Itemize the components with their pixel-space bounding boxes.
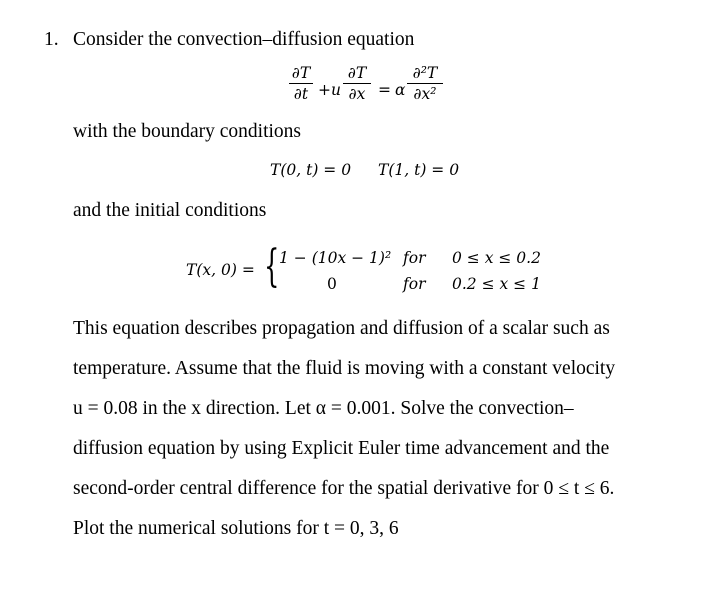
bc-right: T(1, t) = 0 [378, 161, 460, 179]
pde-coef-u: u [331, 81, 341, 99]
paragraph-line-6: Plot the numerical solutions for t = 0, 3, 6 [73, 518, 399, 539]
pde-term-dt-den: ∂t [293, 85, 309, 103]
bc-label: with the boundary conditions [73, 121, 302, 142]
ic-case2-range: 0.2 ≤ x ≤ 1 [452, 275, 541, 293]
ic-lhs: T(x, 0) = [186, 261, 255, 279]
pde-term-dx2-num: ∂²T [412, 64, 438, 82]
paragraph-line-4: diffusion equation by using Explicit Euler time advancement and the [73, 438, 610, 459]
pde-term-dt [289, 64, 313, 103]
ic-case2-expr: 0 [327, 275, 337, 293]
ic-label: and the initial conditions [73, 200, 267, 221]
bc-left: T(0, t) = 0 [270, 161, 352, 179]
ic-case1-expr: 1 − (10x − 1)² [279, 249, 392, 267]
pde-term-dx-num: ∂T [347, 64, 367, 82]
ic-case1-range: 0 ≤ x ≤ 0.2 [452, 249, 541, 267]
pde-term-dx-den: ∂x [348, 85, 366, 103]
ic-brace: { [264, 241, 280, 292]
paragraph-line-2: temperature. Assume that the fluid is moving with a constant velocity [73, 358, 616, 379]
problem-intro: Consider the convection–diffusion equation [73, 29, 415, 50]
pde-equals: = [378, 81, 391, 99]
pde-term-dx [343, 64, 371, 103]
pde-plus: + [318, 81, 331, 99]
pde-term-dt-num: ∂T [291, 64, 311, 82]
ic-case1-for: for [403, 249, 426, 267]
paragraph-line-5: second-order central difference for the spatial derivative for 0 ≤ t ≤ 6. [73, 478, 615, 499]
pde-term-dx2-den: ∂x² [413, 85, 437, 103]
paragraph-line-3: u = 0.08 in the x direction. Let α = 0.001. Solve the convection– [73, 398, 574, 419]
paragraph-line-1: This equation describes propagation and diffusion of a scalar such as [73, 318, 610, 339]
problem-number: 1. [44, 29, 59, 50]
pde-term-dx2 [407, 64, 443, 103]
ic-case2-for: for [403, 275, 426, 293]
pde-coef-alpha: α [395, 81, 406, 99]
